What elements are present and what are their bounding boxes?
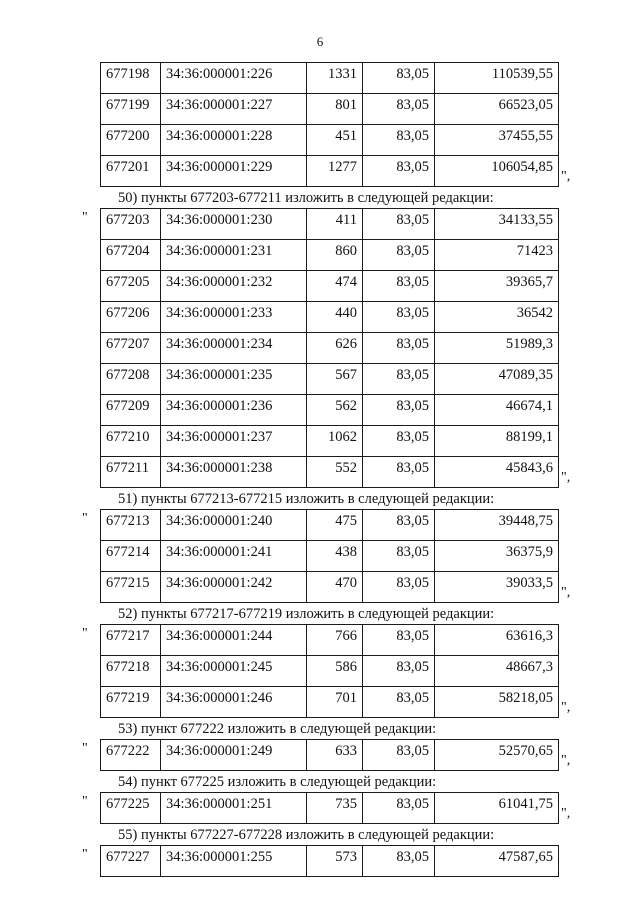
cell-rate: 83,05 (363, 541, 435, 572)
cell-cadastral: 34:36:000001:230 (161, 209, 307, 240)
cell-number: 677211 (101, 457, 161, 488)
table-row (101, 271, 559, 302)
table-row (101, 426, 559, 457)
cell-number: 677203 (101, 209, 161, 240)
cell-number: 677198 (101, 63, 161, 94)
table-row (101, 846, 559, 877)
cell-sum: 52570,65 (435, 740, 559, 771)
cell-area: 1062 (307, 426, 363, 457)
cell-number: 677206 (101, 302, 161, 333)
cell-number: 677209 (101, 395, 161, 426)
cell-cadastral: 34:36:000001:251 (161, 793, 307, 824)
cell-sum: 47089,35 (435, 364, 559, 395)
cell-number: 677204 (101, 240, 161, 271)
table-row (101, 395, 559, 426)
cell-rate: 83,05 (363, 94, 435, 125)
cell-area: 411 (307, 209, 363, 240)
cell-number: 677225 (101, 793, 161, 824)
table-row (101, 793, 559, 824)
cell-cadastral: 34:36:000001:240 (161, 510, 307, 541)
cell-number: 677222 (101, 740, 161, 771)
cell-area: 626 (307, 333, 363, 364)
cell-cadastral: 34:36:000001:232 (161, 271, 307, 302)
cell-sum: 48667,3 (435, 656, 559, 687)
cell-number: 677227 (101, 846, 161, 877)
cell-cadastral: 34:36:000001:246 (161, 687, 307, 718)
section-heading: 54) пункт 677225 изложить в следующей редакции: (118, 774, 437, 790)
cell-sum: 58218,05 (435, 687, 559, 718)
cell-sum: 39448,75 (435, 510, 559, 541)
cell-sum: 34133,55 (435, 209, 559, 240)
opening-quote: " (82, 210, 88, 225)
data-table (100, 739, 559, 771)
cell-cadastral: 34:36:000001:238 (161, 457, 307, 488)
cell-rate: 83,05 (363, 572, 435, 603)
cell-rate: 83,05 (363, 687, 435, 718)
cell-sum: 51989,3 (435, 333, 559, 364)
cell-cadastral: 34:36:000001:234 (161, 333, 307, 364)
data-table (100, 845, 559, 877)
cell-area: 470 (307, 572, 363, 603)
cell-cadastral: 34:36:000001:228 (161, 125, 307, 156)
cell-sum: 71423 (435, 240, 559, 271)
cell-sum: 66523,05 (435, 94, 559, 125)
cell-area: 801 (307, 94, 363, 125)
cell-number: 677213 (101, 510, 161, 541)
table-row (101, 510, 559, 541)
cell-cadastral: 34:36:000001:237 (161, 426, 307, 457)
cell-number: 677214 (101, 541, 161, 572)
cell-number: 677207 (101, 333, 161, 364)
cell-rate: 83,05 (363, 740, 435, 771)
closing-quote: ", (561, 585, 571, 600)
table-row (101, 687, 559, 718)
section-heading: 53) пункт 677222 изложить в следующей редакции: (118, 721, 437, 737)
cell-cadastral: 34:36:000001:227 (161, 94, 307, 125)
cell-sum: 61041,75 (435, 793, 559, 824)
table-row (101, 656, 559, 687)
section-heading: 55) пункты 677227-677228 изложить в следующей редакции: (118, 827, 495, 843)
cell-sum: 106054,85 (435, 156, 559, 187)
cell-cadastral: 34:36:000001:233 (161, 302, 307, 333)
table-row (101, 240, 559, 271)
opening-quote: " (82, 794, 88, 809)
cell-cadastral: 34:36:000001:241 (161, 541, 307, 572)
cell-number: 677215 (101, 572, 161, 603)
cell-rate: 83,05 (363, 656, 435, 687)
cell-area: 1277 (307, 156, 363, 187)
table-row (101, 302, 559, 333)
cell-sum: 46674,1 (435, 395, 559, 426)
cell-area: 766 (307, 625, 363, 656)
closing-quote: ", (561, 806, 571, 821)
cell-area: 438 (307, 541, 363, 572)
section-heading: 52) пункты 677217-677219 изложить в следующей редакции: (118, 606, 495, 622)
cell-rate: 83,05 (363, 457, 435, 488)
cell-rate: 83,05 (363, 156, 435, 187)
cell-number: 677205 (101, 271, 161, 302)
cell-rate: 83,05 (363, 846, 435, 877)
table-row (101, 740, 559, 771)
cell-sum: 36375,9 (435, 541, 559, 572)
cell-number: 677201 (101, 156, 161, 187)
data-table (100, 62, 559, 187)
cell-area: 1331 (307, 63, 363, 94)
cell-cadastral: 34:36:000001:245 (161, 656, 307, 687)
cell-rate: 83,05 (363, 271, 435, 302)
cell-number: 677199 (101, 94, 161, 125)
cell-area: 860 (307, 240, 363, 271)
cell-rate: 83,05 (363, 426, 435, 457)
cell-number: 677217 (101, 625, 161, 656)
cell-rate: 83,05 (363, 209, 435, 240)
cell-number: 677208 (101, 364, 161, 395)
cell-rate: 83,05 (363, 793, 435, 824)
cell-number: 677218 (101, 656, 161, 687)
cell-rate: 83,05 (363, 125, 435, 156)
opening-quote: " (82, 511, 88, 526)
cell-area: 440 (307, 302, 363, 333)
cell-rate: 83,05 (363, 510, 435, 541)
cell-area: 451 (307, 125, 363, 156)
cell-cadastral: 34:36:000001:249 (161, 740, 307, 771)
cell-sum: 63616,3 (435, 625, 559, 656)
cell-cadastral: 34:36:000001:244 (161, 625, 307, 656)
cell-rate: 83,05 (363, 302, 435, 333)
cell-sum: 88199,1 (435, 426, 559, 457)
cell-area: 567 (307, 364, 363, 395)
cell-cadastral: 34:36:000001:229 (161, 156, 307, 187)
closing-quote: ", (561, 700, 571, 715)
data-table (100, 792, 559, 824)
closing-quote: ", (561, 169, 571, 184)
cell-rate: 83,05 (363, 364, 435, 395)
cell-sum: 37455,55 (435, 125, 559, 156)
opening-quote: " (82, 626, 88, 641)
cell-sum: 39365,7 (435, 271, 559, 302)
table-row (101, 63, 559, 94)
cell-sum: 47587,65 (435, 846, 559, 877)
opening-quote: " (82, 847, 88, 862)
cell-number: 677210 (101, 426, 161, 457)
cell-area: 475 (307, 510, 363, 541)
page-number: 6 (316, 34, 324, 49)
table-row (101, 209, 559, 240)
cell-area: 735 (307, 793, 363, 824)
cell-cadastral: 34:36:000001:235 (161, 364, 307, 395)
section-heading: 51) пункты 677213-677215 изложить в следующей редакции: (118, 491, 495, 507)
cell-rate: 83,05 (363, 240, 435, 271)
cell-area: 573 (307, 846, 363, 877)
cell-rate: 83,05 (363, 63, 435, 94)
cell-area: 552 (307, 457, 363, 488)
table-row (101, 572, 559, 603)
table-row (101, 541, 559, 572)
cell-sum: 39033,5 (435, 572, 559, 603)
cell-area: 701 (307, 687, 363, 718)
table-row (101, 625, 559, 656)
opening-quote: " (82, 741, 88, 756)
table-row (101, 364, 559, 395)
cell-cadastral: 34:36:000001:236 (161, 395, 307, 426)
table-row (101, 125, 559, 156)
closing-quote: ", (561, 470, 571, 485)
data-table (100, 509, 559, 603)
cell-area: 633 (307, 740, 363, 771)
table-row (101, 156, 559, 187)
cell-sum: 36542 (435, 302, 559, 333)
cell-sum: 110539,55 (435, 63, 559, 94)
data-table (100, 208, 559, 488)
cell-cadastral: 34:36:000001:231 (161, 240, 307, 271)
cell-number: 677200 (101, 125, 161, 156)
table-row (101, 457, 559, 488)
cell-cadastral: 34:36:000001:242 (161, 572, 307, 603)
cell-area: 474 (307, 271, 363, 302)
cell-area: 586 (307, 656, 363, 687)
data-table (100, 624, 559, 718)
section-heading: 50) пункты 677203-677211 изложить в следующей редакции: (118, 190, 494, 206)
cell-area: 562 (307, 395, 363, 426)
cell-rate: 83,05 (363, 333, 435, 364)
table-row (101, 333, 559, 364)
cell-sum: 45843,6 (435, 457, 559, 488)
cell-cadastral: 34:36:000001:226 (161, 63, 307, 94)
cell-number: 677219 (101, 687, 161, 718)
cell-rate: 83,05 (363, 395, 435, 426)
table-row (101, 94, 559, 125)
closing-quote: ", (561, 753, 571, 768)
cell-rate: 83,05 (363, 625, 435, 656)
cell-cadastral: 34:36:000001:255 (161, 846, 307, 877)
